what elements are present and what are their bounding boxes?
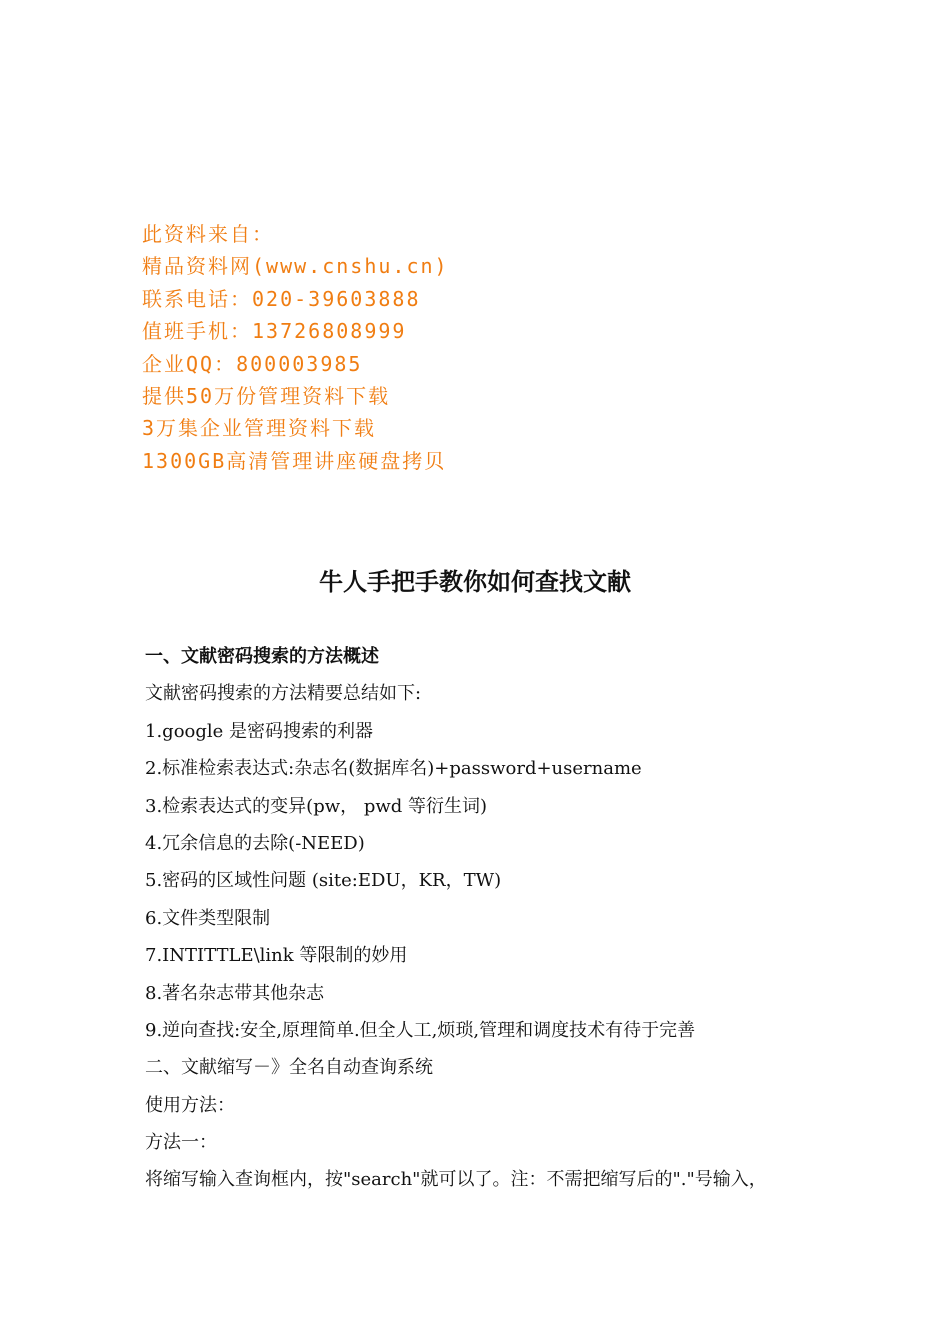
promo-source-label: 此资料来自： (142, 222, 274, 246)
promo-phone: 联系电话：020-39603888 (142, 286, 421, 311)
document-body (145, 638, 845, 1199)
list-item: 1.google 是密码搜索的利器 (145, 720, 374, 742)
list-item: 3.检索表达式的变异(pw， pwd 等衍生词) (145, 795, 488, 817)
promo-offer-harddisk: 1300GB高清管理讲座硬盘拷贝 (142, 448, 447, 473)
list-item: 4.冗余信息的去除(-NEED) (145, 832, 365, 854)
document-title: 牛人手把手教你如何查找文献 (319, 568, 631, 596)
paragraph-line: 将缩写输入查询框内，按"search"就可以了。注：不需把缩写后的"."号输入， (145, 1169, 767, 1191)
promo-block (142, 218, 842, 477)
section-heading: 一、文献密码搜索的方法概述 (145, 646, 379, 667)
promo-offer-videos: 3万集企业管理资料下载 (142, 416, 377, 441)
list-item: 8.著名杂志带其他杂志 (145, 982, 325, 1004)
promo-mobile: 值班手机：13726808999 (142, 319, 407, 344)
promo-website: 精品资料网(www.cnshu.cn) (142, 254, 449, 279)
list-item: 9.逆向查找:安全,原理简单.但全人工,烦琐,管理和调度技术有待于完善 (145, 1019, 696, 1041)
list-item: 2.标准检索表达式:杂志名(数据库名)+password+username (145, 758, 642, 780)
paragraph-line: 文献密码搜索的方法精要总结如下: (145, 683, 422, 705)
list-item: 6.文件类型限制 (145, 907, 271, 929)
promo-offer-documents: 提供50万份管理资料下载 (142, 383, 391, 408)
paragraph-line: 使用方法： (145, 1094, 235, 1116)
paragraph-line: 方法一： (145, 1132, 217, 1154)
promo-qq: 企业QQ：800003985 (142, 351, 363, 376)
list-item: 5.密码的区域性问题 (site:EDU，KR，TW) (145, 870, 502, 892)
list-item: 7.INTITTLE\link 等限制的妙用 (145, 945, 408, 967)
section-heading-2: 二、文献缩写－》全名自动查询系统 (145, 1057, 433, 1079)
